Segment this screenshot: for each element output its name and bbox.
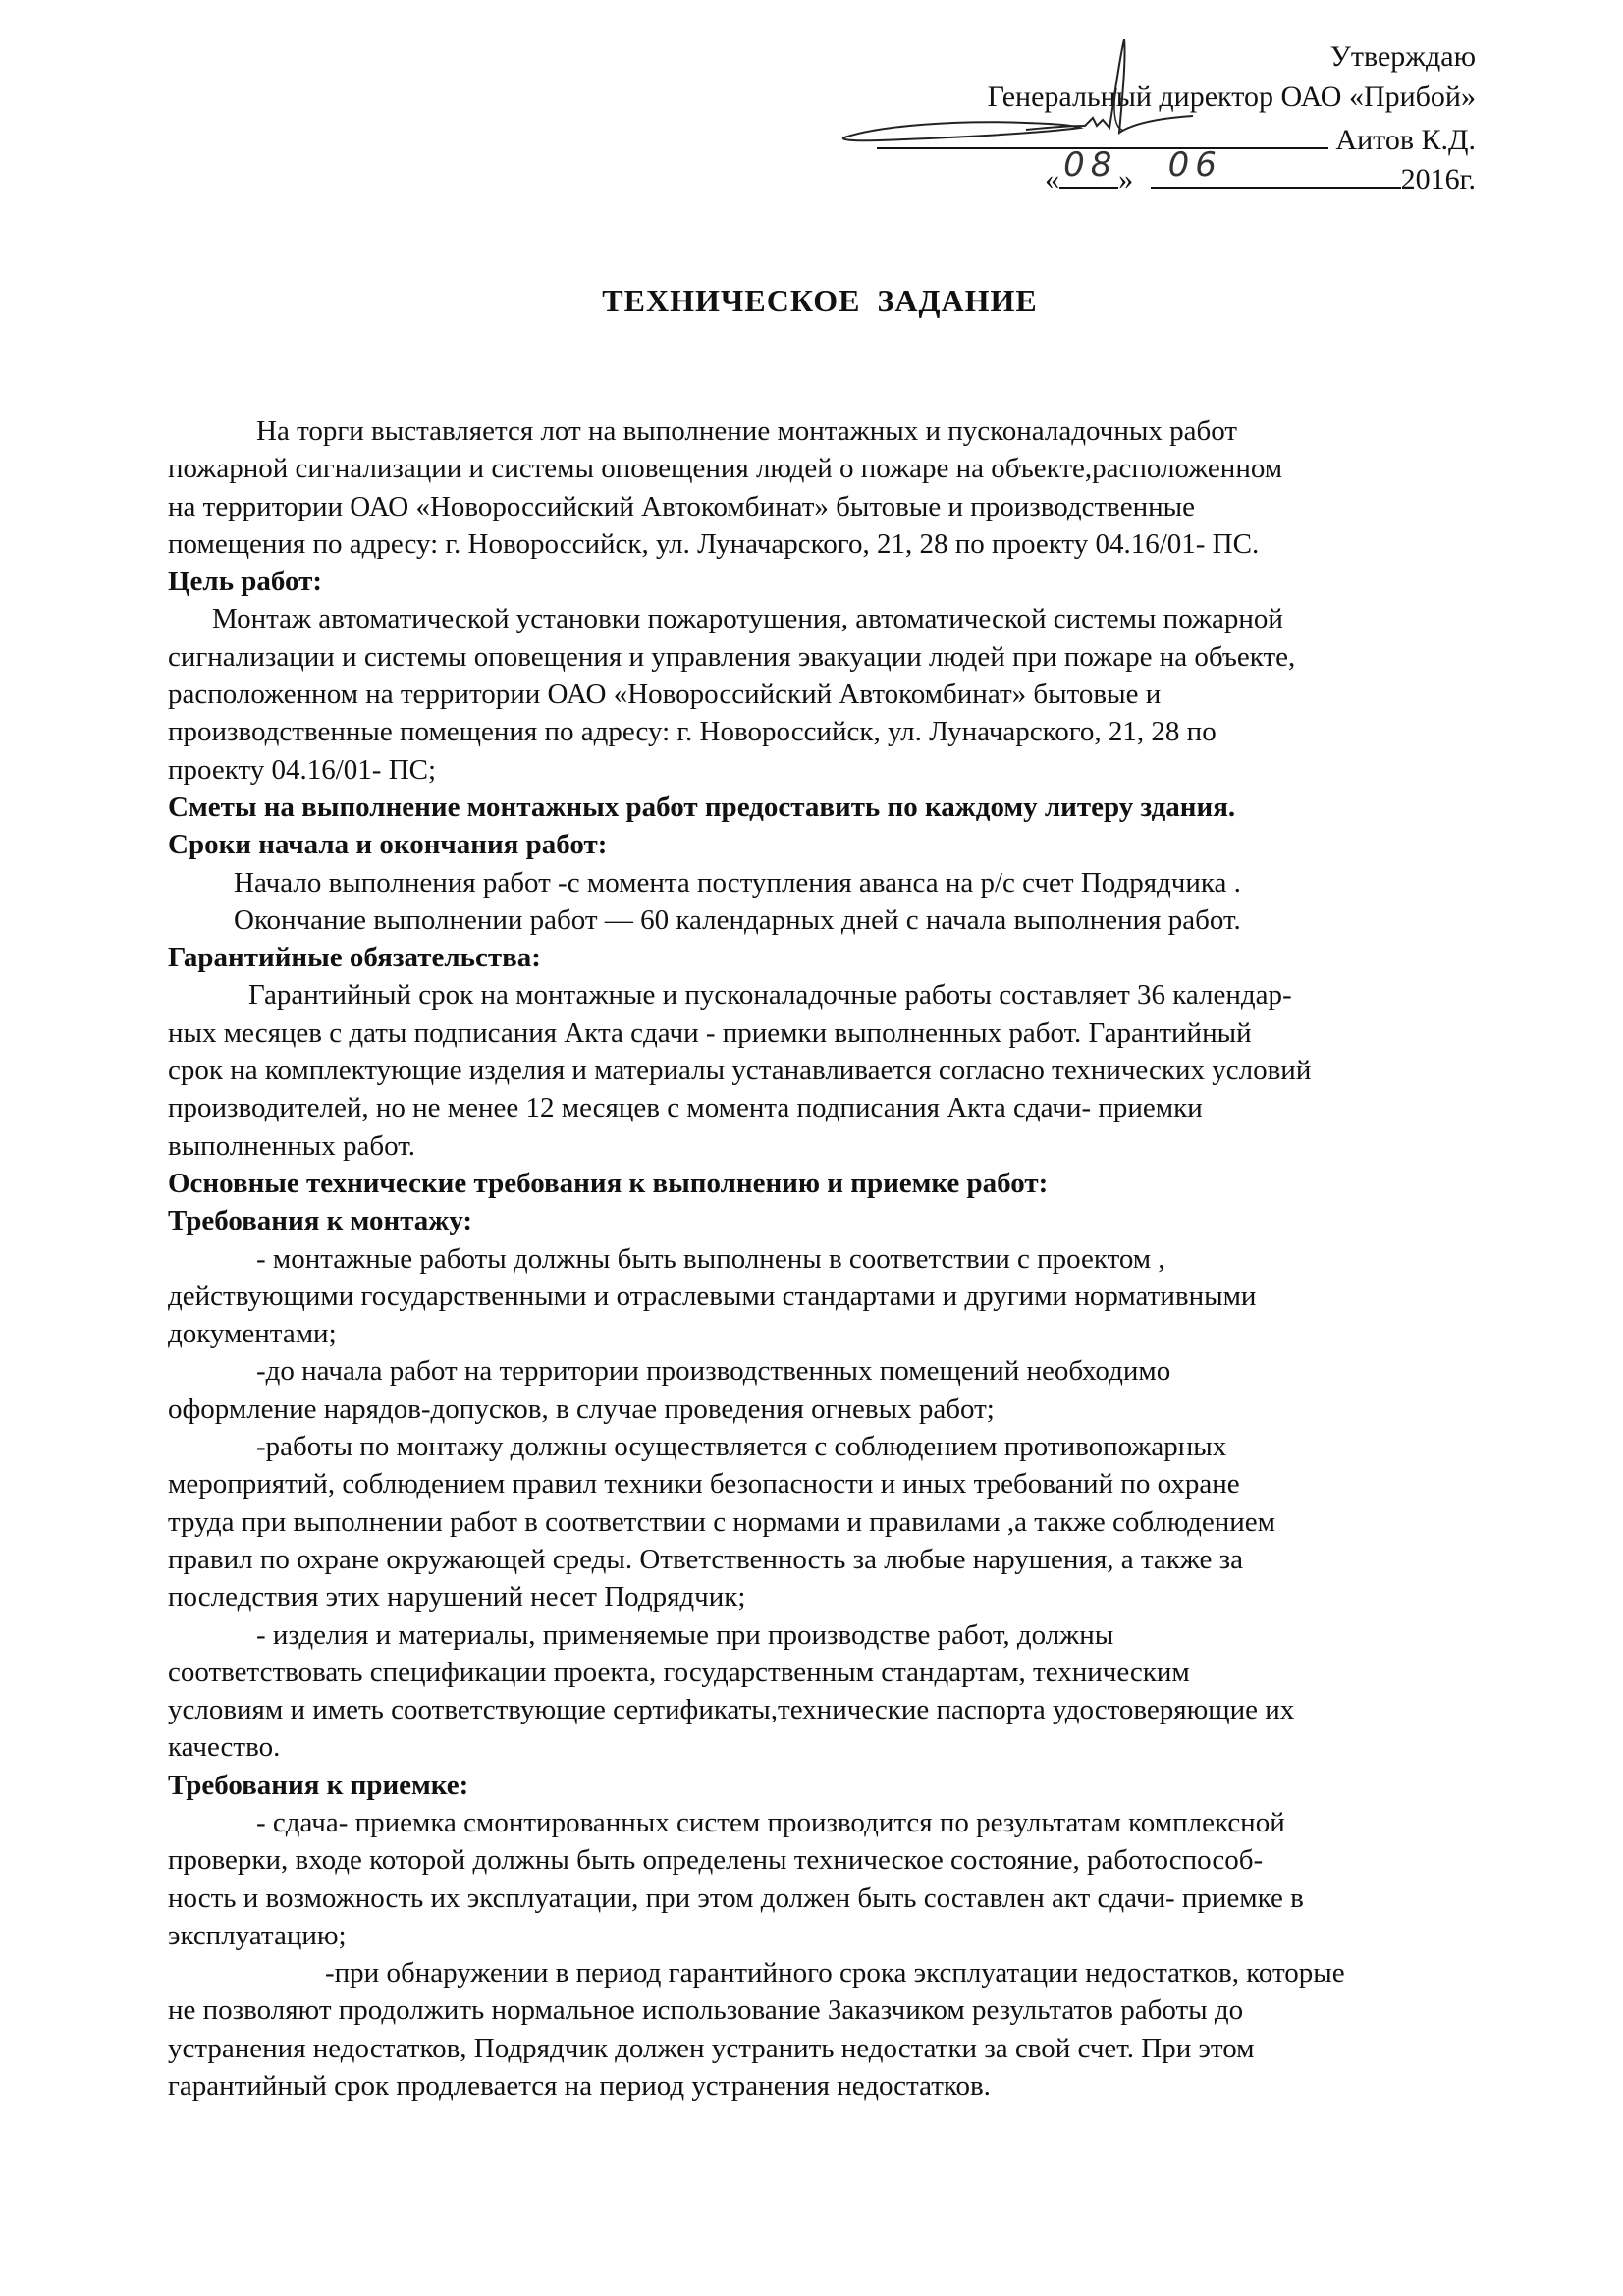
body-text-line: труда при выполнении работ в соответствии с нормами и правилами ,а также соблюдением bbox=[168, 1505, 1275, 1538]
date-day: 08 bbox=[1063, 145, 1118, 185]
body-text-line: На торги выставляется лот на выполнение монтажных и пусконаладочных работ bbox=[256, 415, 1238, 447]
body-text-line: соответствовать спецификации проекта, государственным стандартам, техническим bbox=[168, 1656, 1190, 1688]
body-text-line: действующими государственными и отраслевыми стандартами и другими нормативными bbox=[168, 1280, 1257, 1312]
date-month-line bbox=[1151, 145, 1401, 189]
approver-name: Аитов К.Д. bbox=[1335, 124, 1476, 156]
body-text-line: Окончание выполнении работ — 60 календарных дней с начала выполнения работ. bbox=[234, 903, 1241, 936]
section-heading: Основные технические требования к выполнению и приемке работ: bbox=[168, 1167, 1049, 1199]
body-text-line: оформление нарядов-допусков, в случае проведения огневых работ; bbox=[168, 1393, 995, 1425]
body-text-line: условиям и иметь соответствующие сертификаты,технические паспорта удостоверяющие их bbox=[168, 1694, 1295, 1726]
approval-date bbox=[1045, 145, 1476, 199]
section-heading: Цель работ: bbox=[168, 566, 323, 598]
body-text-line: на территории ОАО «Новороссийский Автокомбинат» бытовые и производственные bbox=[168, 490, 1195, 522]
body-text-line: Гарантийный срок на монтажные и пусконаладочные работы составляет 36 календар- bbox=[248, 979, 1292, 1011]
section-heading: Сроки начала и окончания работ: bbox=[168, 829, 608, 861]
body-text-line: -до начала работ на территории производственных помещений необходимо bbox=[256, 1355, 1171, 1388]
body-text-line: выполненных работ. bbox=[168, 1129, 415, 1162]
body-text-line: Начало выполнения работ -с момента поступления аванса на р/с счет Подрядчика . bbox=[234, 866, 1241, 899]
date-open-quote: « bbox=[1045, 163, 1060, 195]
body-text-line: ных месяцев с даты подписания Акта сдачи - приемки выполненных работ. Гарантийный bbox=[168, 1016, 1252, 1049]
body-text-line: качество. bbox=[168, 1731, 281, 1764]
body-text-line: мероприятий, соблюдением правил техники безопасности и иных требований по охране bbox=[168, 1468, 1240, 1501]
date-day-line bbox=[1059, 145, 1118, 189]
section-heading: Сметы на выполнение монтажных работ предоставить по каждому литеру здания. bbox=[168, 791, 1236, 823]
date-close-quote: » bbox=[1118, 163, 1134, 195]
approval-label: Утверждаю bbox=[1329, 40, 1476, 73]
body-text-line: проверки, входе которой должны быть определены техническое состояние, работоспособ- bbox=[168, 1844, 1264, 1877]
body-text-line: гарантийный срок продлевается на период устранения недостатков. bbox=[168, 2070, 991, 2103]
body-text-line: не позволяют продолжить нормальное использование Заказчиком результатов работы до bbox=[168, 1995, 1244, 2027]
body-text-line: производителей, но не менее 12 месяцев с момента подписания Акта сдачи- приемки bbox=[168, 1092, 1203, 1124]
approver-position: Генеральный директор ОАО «Прибой» bbox=[987, 81, 1476, 113]
section-heading: Требования к монтажу: bbox=[168, 1205, 473, 1237]
section-heading: Требования к приемке: bbox=[168, 1769, 469, 1801]
section-heading: Гарантийные обязательства: bbox=[168, 942, 541, 974]
document-body bbox=[168, 412, 1503, 2105]
body-text-line: пожарной сигнализации и системы оповещения людей о пожаре на объекте,расположенном bbox=[168, 453, 1283, 485]
body-text-line: -работы по монтажу должны осуществляется с соблюдением противопожарных bbox=[256, 1431, 1227, 1463]
body-text-line: проекту 04.16/01- ПС; bbox=[168, 753, 437, 786]
date-year: 2016г. bbox=[1400, 163, 1476, 195]
body-text-line: - сдача- приемка смонтированных систем производится по результатам комплексной bbox=[256, 1806, 1285, 1838]
body-text-line: эксплуатацию; bbox=[168, 1919, 347, 1951]
body-text-line: последствия этих нарушений несет Подрядчик; bbox=[168, 1581, 746, 1613]
body-text-line: -при обнаружении в период гарантийного срока эксплуатации недостатков, которые bbox=[325, 1957, 1345, 1990]
body-text-line: ность и возможность их эксплуатации, при этом должен быть составлен акт сдачи- приемке в bbox=[168, 1882, 1304, 1914]
document-title: ТЕХНИЧЕСКОЕ ЗАДАНИЕ bbox=[602, 283, 1038, 318]
body-text-line: расположенном на территории ОАО «Новороссийский Автокомбинат» бытовые и bbox=[168, 679, 1162, 711]
body-text-line: срок на комплектующие изделия и материалы устанавливается согласно технических условий bbox=[168, 1055, 1312, 1087]
body-text-line: производственные помещения по адресу: г. Новороссийск, ул. Луначарского, 21, 28 по bbox=[168, 716, 1217, 748]
body-text-line: - монтажные работы должны быть выполнены в соответствии с проектом , bbox=[256, 1242, 1165, 1275]
body-text-line: Монтаж автоматической установки пожаротушения, автоматической системы пожарной bbox=[212, 603, 1283, 635]
body-text-line: - изделия и материалы, применяемые при производстве работ, должны bbox=[256, 1618, 1114, 1651]
body-text-line: сигнализации и системы оповещения и управления эвакуации людей при пожаре на объекте, bbox=[168, 640, 1296, 673]
date-month: 06 bbox=[1167, 145, 1222, 185]
body-text-line: устранения недостатков, Подрядчик должен устранить недостатки за свой счет. При этом bbox=[168, 2032, 1255, 2064]
body-text-line: правил по охране окружающей среды. Ответственность за любые нарушения, а также за bbox=[168, 1543, 1243, 1575]
body-text-line: документами; bbox=[168, 1318, 337, 1350]
body-text-line: помещения по адресу: г. Новороссийск, ул. Луначарского, 21, 28 по проекту 04.16/01- ПС. bbox=[168, 527, 1260, 560]
